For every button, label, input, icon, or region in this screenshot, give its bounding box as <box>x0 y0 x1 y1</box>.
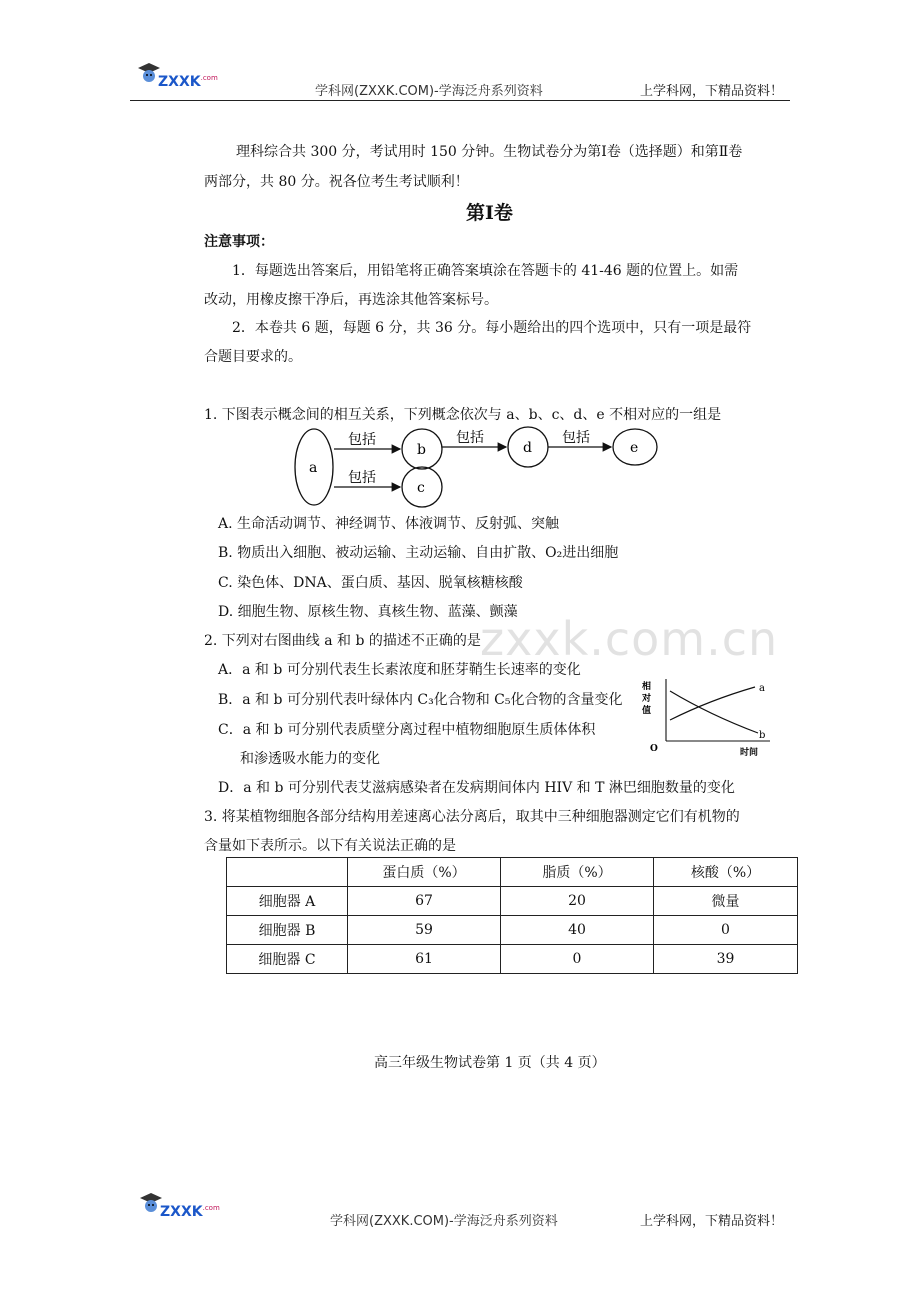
table-cell: 39 <box>654 945 798 974</box>
table-cell: 61 <box>348 945 501 974</box>
graph-origin: O <box>650 744 658 754</box>
table-header-cell: 脂质（%） <box>501 858 654 887</box>
q2-option-a: A．a 和 b 可分别代表生长素浓度和胚芽鞘生长速率的变化 <box>218 662 581 678</box>
node-e-label: e <box>630 440 639 456</box>
q1-option-c: C. 染色体、DNA、蛋白质、基因、脱氧核糖核酸 <box>218 575 523 591</box>
q1-stem: 1. 下图表示概念间的相互关系，下列概念依次与 a、b、c、d、e 不相对应的一组是 <box>204 407 722 423</box>
notice-item-2-line-2: 合题目要求的。 <box>204 349 302 365</box>
table-header-cell <box>227 858 348 887</box>
header-center-text: 学科网(ZXXK.COM)-学海泛舟系列资料 <box>315 84 543 99</box>
organelle-table <box>226 857 798 974</box>
logo-text: ZXXK <box>158 74 201 90</box>
q3-stem-line-1: 3. 将某植物细胞各部分结构用差速离心法分离后，取其中三种细胞器测定它们有机物的 <box>204 809 740 825</box>
node-a-label: a <box>309 460 318 476</box>
edge-label-a-c: 包括 <box>348 470 376 486</box>
table-header-row <box>227 858 798 887</box>
watermark: zxxk.com.cn <box>480 612 779 666</box>
graph-ylabel-1: 相 <box>642 682 652 692</box>
q3-stem-line-2: 含量如下表所示。以下有关说法正确的是 <box>204 838 456 854</box>
table-cell: 59 <box>348 916 501 945</box>
top-header <box>0 0 920 110</box>
q2-option-d: D．a 和 b 可分别代表艾滋病感染者在发病期间体内 HIV 和 T 淋巴细胞数量的变化 <box>218 780 735 796</box>
q2-option-b: B．a 和 b 可分别代表叶绿体内 C₃化合物和 C₅化合物的含量变化 <box>218 692 623 708</box>
node-b-label: b <box>417 442 426 458</box>
graph-xlabel: 时间 <box>740 748 759 758</box>
header-right-text: 上学科网，下精品资料！ <box>640 84 784 99</box>
logo-suffix: .com <box>202 1204 220 1212</box>
node-c-label: c <box>417 480 425 496</box>
table-row <box>227 916 798 945</box>
logo-text: ZXXK <box>160 1204 203 1220</box>
graph-ylabel-3: 值 <box>642 706 652 716</box>
notice-item-2-line-1: 2．本卷共 6 题，每题 6 分，共 36 分。每小题给出的四个选项中，只有一项是最符 <box>232 320 752 336</box>
intro-line-1: 理科综合共 300 分，考试用时 150 分钟。生物试卷分为第Ⅰ卷（选择题）和第Ⅱ卷 <box>236 144 743 160</box>
bottom-header <box>0 1190 920 1250</box>
table-cell: 细胞器 C <box>227 945 348 974</box>
curve-a-label: a <box>759 683 765 694</box>
q2-option-c: C．a 和 b 可分别代表质壁分离过程中植物细胞原生质体体积 <box>218 722 596 738</box>
table-cell: 细胞器 A <box>227 887 348 916</box>
q1-option-a: A. 生命活动调节、神经调节、体液调节、反射弧、突触 <box>218 516 560 532</box>
table-cell: 20 <box>501 887 654 916</box>
bottom-header-center-text: 学科网(ZXXK.COM)-学海泛舟系列资料 <box>330 1214 558 1229</box>
graph-ylabel-2: 对 <box>642 694 652 704</box>
notice-item-1-line-2: 改动，用橡皮擦干净后，再选涂其他答案标号。 <box>204 292 498 308</box>
q2-option-c-cont: 和渗透吸水能力的变化 <box>240 751 380 767</box>
table-cell: 细胞器 B <box>227 916 348 945</box>
page-footer: 高三年级生物试卷第 1 页（共 4 页） <box>374 1055 606 1071</box>
q1-option-d: D. 细胞生物、原核生物、真核生物、蓝藻、颤藻 <box>218 604 518 620</box>
section-title: 第Ⅰ卷 <box>466 202 513 224</box>
edge-label-d-e: 包括 <box>562 430 590 446</box>
table-cell: 0 <box>501 945 654 974</box>
edge-label-b-d: 包括 <box>456 430 484 446</box>
q1-option-b: B. 物质出入细胞、被动运输、主动运输、自由扩散、O₂进出细胞 <box>218 545 619 561</box>
q2-stem: 2. 下列对右图曲线 a 和 b 的描述不正确的是 <box>204 633 481 649</box>
q2-curve-graph <box>640 675 780 765</box>
concept-diagram <box>290 422 670 512</box>
table-header-cell: 核酸（%） <box>654 858 798 887</box>
bottom-header-right-text: 上学科网，下精品资料！ <box>640 1214 784 1229</box>
table-cell: 微量 <box>654 887 798 916</box>
curve-b-label: b <box>759 730 766 741</box>
table-row <box>227 945 798 974</box>
notice-item-1-line-1: 1．每题选出答案后，用铅笔将正确答案填涂在答题卡的 41-46 题的位置上。如需 <box>232 263 739 279</box>
curve-b <box>670 691 758 733</box>
node-d-label: d <box>523 440 532 456</box>
table-cell: 67 <box>348 887 501 916</box>
header-divider <box>130 100 790 101</box>
edge-label-a-b: 包括 <box>348 432 376 448</box>
logo-suffix: .com <box>200 74 218 82</box>
intro-line-2: 两部分，共 80 分。祝各位考生考试顺利！ <box>204 174 469 190</box>
table-row <box>227 887 798 916</box>
table-header-cell: 蛋白质（%） <box>348 858 501 887</box>
table-cell: 40 <box>501 916 654 945</box>
curve-a <box>670 687 755 720</box>
table-cell: 0 <box>654 916 798 945</box>
notice-title: 注意事项： <box>204 234 274 250</box>
